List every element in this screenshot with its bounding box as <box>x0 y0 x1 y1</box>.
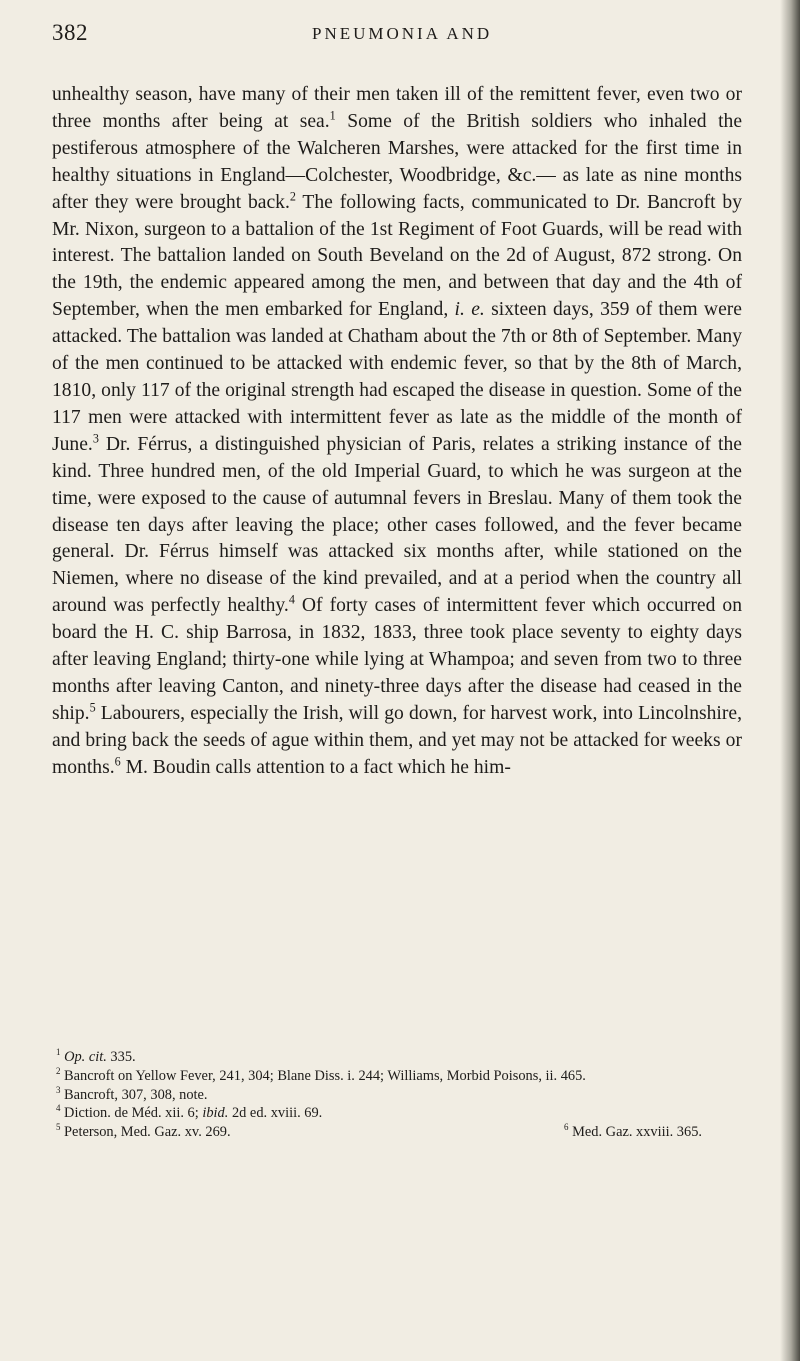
footnote-row <box>52 1123 742 1142</box>
body-text-segment: sixteen days, 359 of them were attacked. The battalion was landed at Chatham about the 7th or 8th of September. Many of the men continued to be attacked with endemic fever, so that by the 8th of March, 1810, only 117 of the original strength had escaped the disease in question. Some of the 117 men were attacked with intermittent fever as late as the middle of the month of June. <box>52 299 742 455</box>
footnote-5 <box>52 1123 231 1142</box>
footnote-mark: 6 <box>564 1122 569 1133</box>
footnote-mark: 1 <box>56 1047 61 1058</box>
footnote-mark: 3 <box>56 1084 61 1095</box>
footnote-ref: 1 <box>329 108 336 123</box>
footnote-mark: 2 <box>56 1066 61 1076</box>
footnote-italic: Op. cit. <box>64 1049 107 1065</box>
footnote-6 <box>560 1123 702 1142</box>
footnote-4 <box>52 1104 742 1123</box>
page-number: 382 <box>52 20 88 45</box>
footnote-3 <box>52 1086 742 1105</box>
body-text-segment: M. Boudin calls attention to a fact which he him- <box>120 756 511 778</box>
footnote-text: 2d ed. xviii. 69. <box>228 1105 323 1122</box>
body-text-segment: Dr. Férrus, a distinguished physician of Paris, relates a striking instance of the kind. Three hundred men, of the old Imperial Guard, to which he was surgeon at the time, were exposed to the cause of autumnal fevers in Breslau. Many of them took the disease ten days after leaving the place; other cases followed, and the fever became general. Dr. Férrus himself was attacked six months after, while stationed on the Niemen, where no disease of the kind prevailed, and at a period when the country all around was perfectly healthy. <box>52 433 742 617</box>
body-paragraph <box>52 82 742 782</box>
footnote-ref: 3 <box>92 431 99 446</box>
footnote-text: Diction. de Méd. xii. 6; <box>60 1105 203 1122</box>
footnote-text: 335. <box>106 1049 136 1065</box>
footnote-ref: 6 <box>114 754 121 769</box>
footnote-text: Bancroft, 307, 308, note. <box>60 1086 208 1103</box>
footnotes <box>52 1048 742 1142</box>
body-text-segment: unhealthy season, have many of their men taken ill of the remittent fever, even two or three months after being at sea. <box>52 84 742 132</box>
footnote-text: Peterson, Med. Gaz. xv. 269. <box>60 1124 231 1141</box>
body-text-segment: Labourers, especially the Irish, will go down, for harvest work, into Lincolnshire, and bring back the seeds of ague within them, and yet may not be attacked for weeks or months. <box>52 702 742 778</box>
footnote-2 <box>52 1067 742 1086</box>
body-text-segment: Of forty cases of intermittent fever which occurred on board the H. C. ship Barrosa, in 1832, 1833, three took place seventy to eighty days after leaving England; thirty-one while lying at Whampoa; and seven from two to three months after leaving Canton, and ninety-three days after the disease had ceased in the ship. <box>52 595 742 724</box>
body-text-segment: The following facts, communicated to Dr. Bancroft by Mr. Nixon, surgeon to a battalion of the 1st Regiment of Foot Guards, will be read with interest. The battalion landed on South Beveland on the 2d of August, 872 strong. On the 19th, the endemic appeared among the men, and between that day and the 4th of September, when the men embarked for England, <box>52 191 742 321</box>
italic-abbreviation: i. e. <box>454 299 485 321</box>
page-header <box>52 20 742 50</box>
footnote-ref: 5 <box>89 700 96 715</box>
footnote-italic: ibid. <box>202 1105 229 1122</box>
footnote-ref: 4 <box>288 592 295 607</box>
body-text-segment: Some of the British soldiers who inhaled the pestiferous atmosphere of the Walcheren Marshes, were attacked for the first time in healthy situations in England—Colchester, Woodbridge, &c.— as late as nine months after they were brought back. <box>52 110 743 213</box>
footnote-text: Bancroft on Yellow Fever, 241, 304; Blane Diss. i. 244; Williams, Morbid Poisons, ii. 465. <box>60 1067 586 1084</box>
footnote-1 <box>52 1048 742 1067</box>
footnote-ref: 2 <box>289 189 296 204</box>
page-edge-shadow <box>780 0 800 1361</box>
footnote-text: Med. Gaz. xxviii. 365. <box>568 1124 702 1141</box>
footnote-mark: 5 <box>56 1122 61 1133</box>
running-head: PNEUMONIA AND <box>312 24 493 43</box>
footnote-mark: 4 <box>56 1103 61 1114</box>
